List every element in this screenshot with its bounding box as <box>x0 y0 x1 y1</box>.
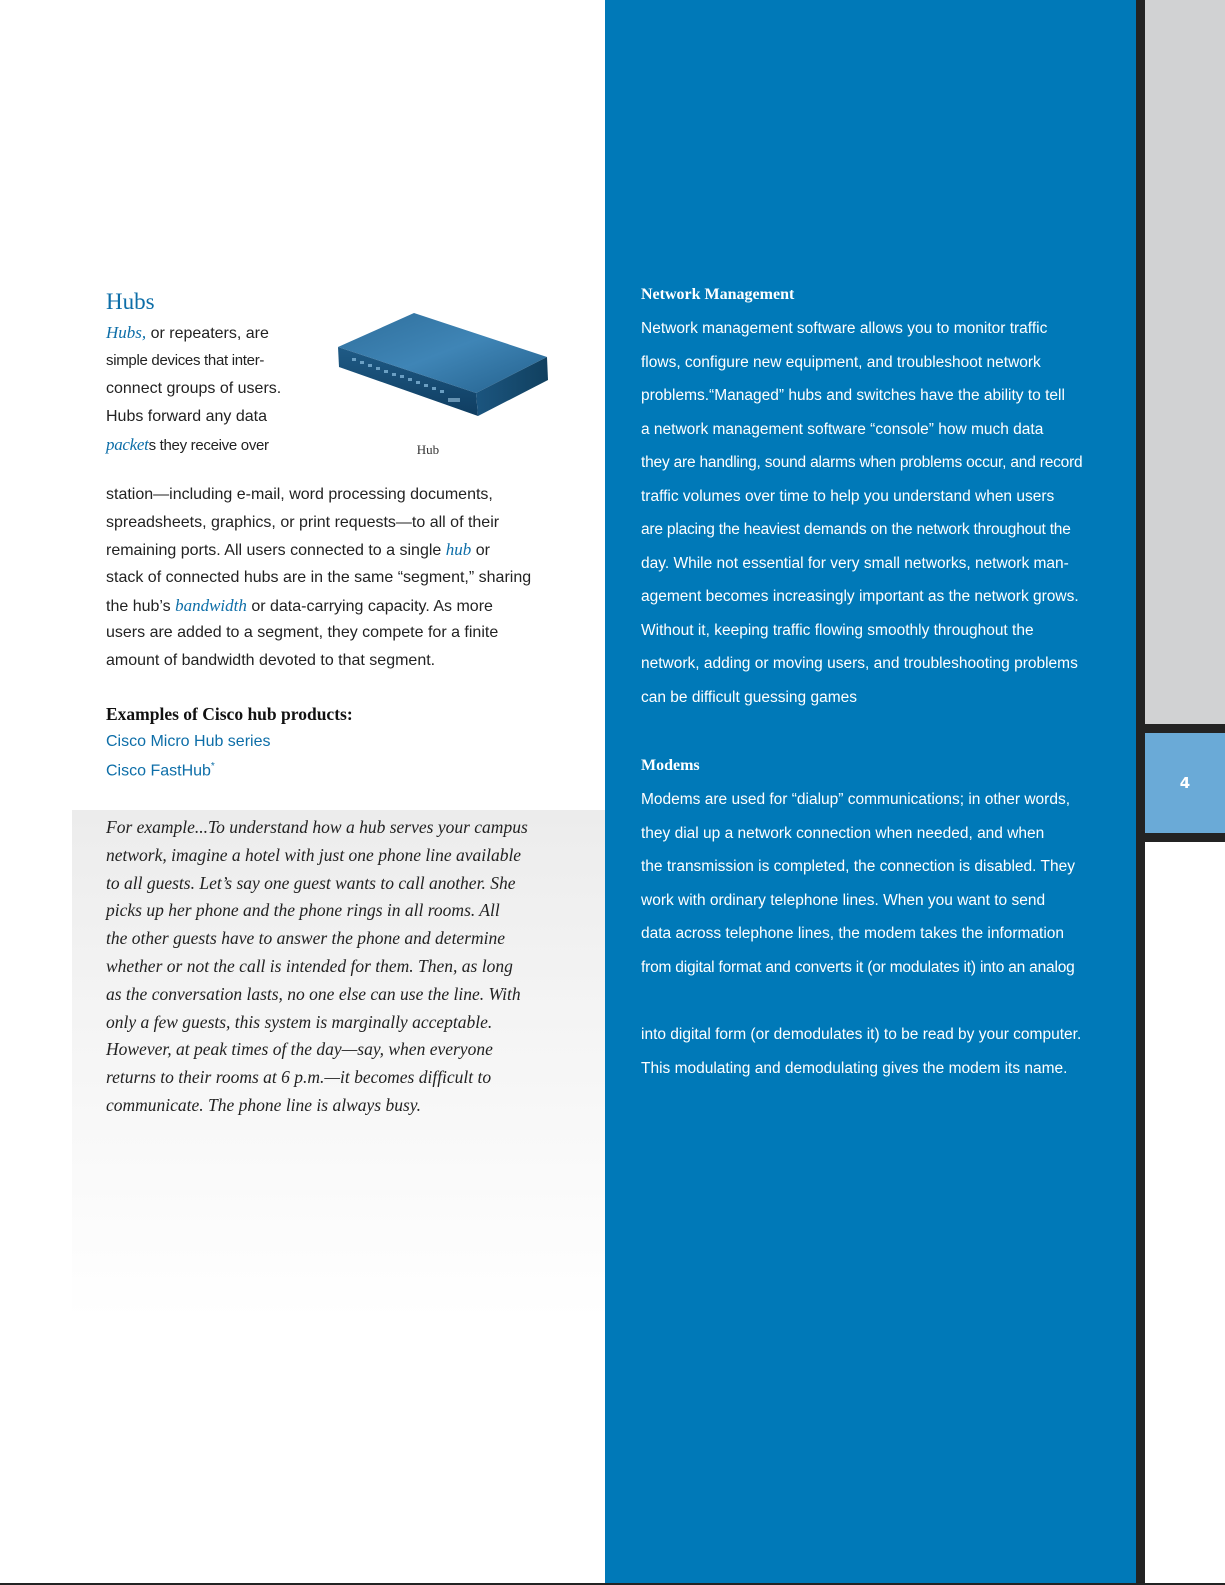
hubs-title: Hubs <box>106 289 155 314</box>
body-line-5-post: or data-carrying capacity. As more <box>246 597 493 615</box>
nm-line: problems.“Managed” hubs and switches have the ability to tell <box>641 387 1065 404</box>
nm-line: they are handling, sound alarms when problems occur, and record <box>641 454 1083 471</box>
body-line-5-pre: the hub’s <box>106 597 176 615</box>
page-number: 4 <box>1179 774 1191 792</box>
hubs-term: Hubs, <box>106 323 147 342</box>
intro-line-4: Hubs forward any data <box>106 408 267 425</box>
quote-line: to all guests. Let’s say one guest wants to call another. She <box>106 872 516 893</box>
nm-line: Network management software allows you to monitor traffic <box>641 320 1048 337</box>
quote-line: network, imagine a hotel with just one phone line available <box>106 844 522 865</box>
modem-line: into digital form (or demodulates it) to be read by your computer. <box>641 1026 1082 1043</box>
nm-line: traffic volumes over time to help you understand when users <box>641 487 1055 505</box>
intro-line-1-text: or repeaters, are <box>146 325 269 342</box>
body-line-5 <box>106 592 576 620</box>
network-management-body <box>641 312 1121 714</box>
hubs-body <box>106 481 576 675</box>
hub-device-icon <box>330 305 560 465</box>
modem-line: they dial up a network connection when needed, and when <box>641 824 1045 842</box>
quote-line: For example...To understand how a hub serves your campus <box>106 817 528 837</box>
nm-line: are placing the heaviest demands on the network throughout the <box>641 521 1071 538</box>
modem-line: the transmission is completed, the connection is disabled. They <box>641 858 1075 875</box>
modem-line: data across telephone lines, the modem takes the information <box>641 925 1065 942</box>
nm-line: flows, configure new equipment, and troubleshoot network <box>641 353 1041 371</box>
example-quote <box>106 814 576 1120</box>
body-line-1: station—including e-mail, word processing documents, <box>106 486 493 503</box>
modem-line: This modulating and demodulating gives the modem its name. <box>641 1059 1068 1077</box>
modems-body-b <box>641 1018 1121 1085</box>
quote-line: whether or not the call is intended for them. Then, as long <box>106 955 513 976</box>
dark-edge-strip <box>1136 0 1145 1585</box>
modem-line: Modems are used for “dialup” communications; in other words, <box>641 791 1071 808</box>
quote-line: picks up her phone and the phone rings in all rooms. All <box>106 900 500 921</box>
modem-line: from digital format and converts it (or modulates it) into an analog <box>641 958 1075 976</box>
nm-line: can be difficult guessing games <box>641 688 857 706</box>
quote-line: However, at peak times of the day—say, when everyone <box>106 1039 493 1060</box>
body-line-6: users are added to a segment, they compete for a finite <box>106 624 499 642</box>
quote-line: as the conversation lasts, no one else can use the line. With <box>106 983 521 1004</box>
hub-figure-caption: Hub <box>416 442 440 457</box>
intro-line-3: connect groups of users. <box>106 380 282 397</box>
bandwidth-term: bandwidth <box>175 595 247 615</box>
modems-body-a <box>641 783 1121 984</box>
modems-heading: Modems <box>641 757 700 774</box>
packet-term: packet <box>106 435 149 454</box>
network-management-heading: Network Management <box>641 286 795 303</box>
nm-line: day. While not essential for very small networks, network man- <box>641 554 1069 572</box>
product-link-micro-hub[interactable]: Cisco Micro Hub series <box>106 733 271 750</box>
body-line-4: stack of connected hubs are in the same “segment,” sharing <box>106 569 532 587</box>
page-number-tab <box>1145 733 1225 833</box>
intro-line-5-text: s they receive over <box>148 437 269 454</box>
modem-line: work with ordinary telephone lines. When you want to send <box>641 891 1046 909</box>
product-link-fasthub[interactable] <box>106 761 215 780</box>
nm-line: agement becomes increasingly important as the network grows. <box>641 588 1079 605</box>
tab-separator <box>1145 833 1225 842</box>
hubs-intro <box>106 319 306 459</box>
body-line-3-pre: remaining ports. All users connected to a single <box>106 542 446 560</box>
intro-line-1 <box>106 319 306 347</box>
fasthub-mark: * <box>210 761 215 772</box>
nm-line: network, adding or moving users, and troubleshooting problems <box>641 655 1078 672</box>
gray-edge-tab <box>1145 0 1225 724</box>
hub-term: hub <box>445 540 472 560</box>
body-line-3-post: or <box>471 542 490 560</box>
left-column <box>0 0 612 1585</box>
examples-heading: Examples of Cisco hub products: <box>106 704 353 724</box>
intro-line-5 <box>106 431 306 459</box>
fasthub-label: Cisco FastHub <box>106 762 211 780</box>
nm-line: a network management software “console” how much data <box>641 420 1044 438</box>
intro-line-2: simple devices that inter- <box>106 352 265 369</box>
body-line-7: amount of bandwidth devoted to that segment. <box>106 652 436 670</box>
quote-line: only a few guests, this system is marginally acceptable. <box>106 1011 493 1032</box>
hub-device-image <box>330 305 560 465</box>
tab-separator <box>1145 724 1225 733</box>
quote-line: communicate. The phone line is always busy. <box>106 1094 421 1115</box>
quote-line: the other guests have to answer the phone and determine <box>106 928 506 949</box>
body-line-3 <box>106 536 576 564</box>
nm-line: Without it, keeping traffic flowing smoothly throughout the <box>641 621 1034 639</box>
quote-line: returns to their rooms at 6 p.m.—it becomes difficult to <box>106 1067 492 1088</box>
body-line-2: spreadsheets, graphics, or print requests—to all of their <box>106 513 500 531</box>
